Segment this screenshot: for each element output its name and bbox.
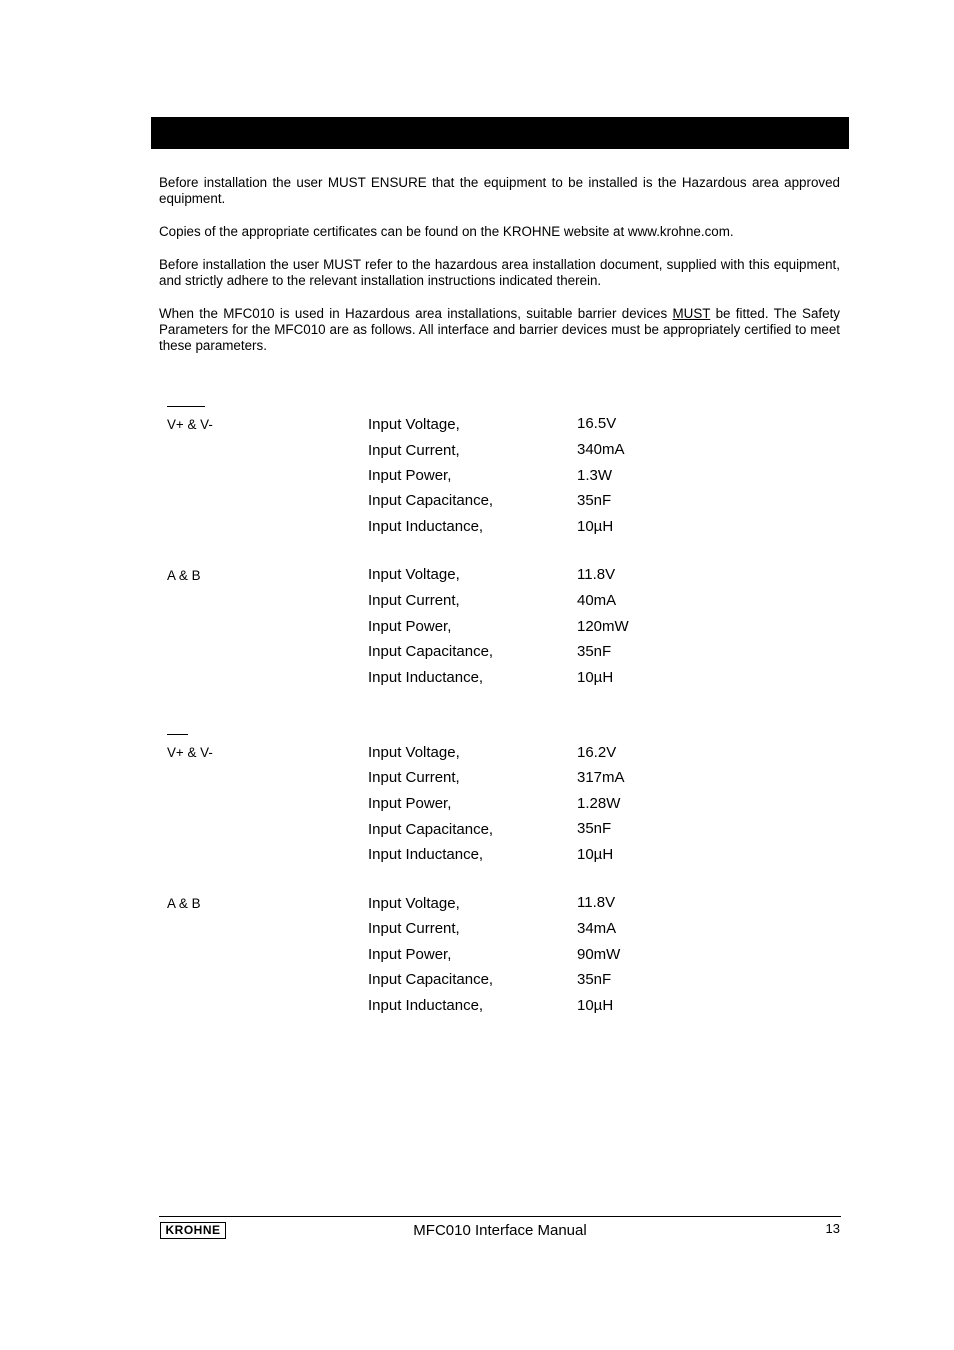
page-number: 13 xyxy=(825,1221,840,1236)
param-name: Input Capacitance, xyxy=(368,643,494,660)
param-value: 10µH xyxy=(577,518,614,535)
param-value: 16.5V xyxy=(577,415,617,432)
paragraph-installation-document: Before installation the user MUST refer to the hazardous area installation document, supplied with this equipment, and strictly adhere to the relevant installation instructions indicated therein. xyxy=(159,257,840,288)
param-name: Input Current, xyxy=(368,592,460,609)
section-1-heading-rule xyxy=(167,406,205,407)
section-2-heading-rule xyxy=(167,734,188,735)
param-name: Input Current, xyxy=(368,769,460,786)
paragraph-barrier-must: MUST xyxy=(672,306,711,321)
section-2-group-comm-label: A & B xyxy=(167,896,201,911)
paragraph-certificates: Copies of the appropriate certificates can be found on the KROHNE website at www.krohne.com. xyxy=(159,224,734,239)
param-name: Input Power, xyxy=(368,946,452,963)
param-name: Input Voltage, xyxy=(368,416,460,433)
param-value: 35nF xyxy=(577,971,612,988)
param-value: 34mA xyxy=(577,920,617,937)
param-name: Input Power, xyxy=(368,467,452,484)
param-value: 317mA xyxy=(577,769,625,786)
paragraph-barrier-text-before: When the MFC010 is used in Hazardous area installations, suitable barrier devices xyxy=(159,306,673,321)
param-value: 11.8V xyxy=(577,894,616,911)
param-value: 10µH xyxy=(577,846,614,863)
param-value: 1.3W xyxy=(577,467,613,484)
param-value: 11.8V xyxy=(577,566,616,583)
param-name: Input Current, xyxy=(368,442,460,459)
param-name: Input Capacitance, xyxy=(368,492,494,509)
param-name: Input Power, xyxy=(368,795,452,812)
section-header-bar xyxy=(151,117,849,149)
param-value: 340mA xyxy=(577,441,625,458)
param-value: 10µH xyxy=(577,669,614,686)
param-name: Input Current, xyxy=(368,920,460,937)
param-name: Input Power, xyxy=(368,618,452,635)
section-2-group-supply-label: V+ & V- xyxy=(167,745,213,760)
param-value: 1.28W xyxy=(577,795,621,812)
footer-rule xyxy=(159,1216,841,1217)
paragraph-barrier-devices xyxy=(159,306,840,354)
param-name: Input Capacitance, xyxy=(368,971,494,988)
krohne-logo: KROHNE xyxy=(160,1222,226,1239)
footer-title: MFC010 Interface Manual xyxy=(413,1222,587,1239)
param-value: 16.2V xyxy=(577,744,617,761)
param-name: Input Voltage, xyxy=(368,566,460,583)
param-name: Input Inductance, xyxy=(368,846,484,863)
paragraph-ensure-approved: Before installation the user MUST ENSURE that the equipment to be installed is the Hazardous area approved equipment. xyxy=(159,175,840,206)
param-name: Input Capacitance, xyxy=(368,821,494,838)
param-value: 120mW xyxy=(577,618,629,635)
param-value: 10µH xyxy=(577,997,614,1014)
param-value: 35nF xyxy=(577,820,612,837)
param-name: Input Inductance, xyxy=(368,997,484,1014)
section-1-group-supply-label: V+ & V- xyxy=(167,417,213,432)
param-name: Input Voltage, xyxy=(368,895,460,912)
param-name: Input Inductance, xyxy=(368,669,484,686)
param-name: Input Inductance, xyxy=(368,518,484,535)
param-value: 90mW xyxy=(577,946,621,963)
param-name: Input Voltage, xyxy=(368,744,460,761)
section-1-group-comm-label: A & B xyxy=(167,568,201,583)
param-value: 35nF xyxy=(577,643,612,660)
param-value: 35nF xyxy=(577,492,612,509)
param-value: 40mA xyxy=(577,592,617,609)
paragraph-barrier-text-after: be fitted. The Safety Parameters for the MFC010 are as follows. All interface and barrier devices must be appropriately certified to meet these parameters. xyxy=(159,306,840,353)
